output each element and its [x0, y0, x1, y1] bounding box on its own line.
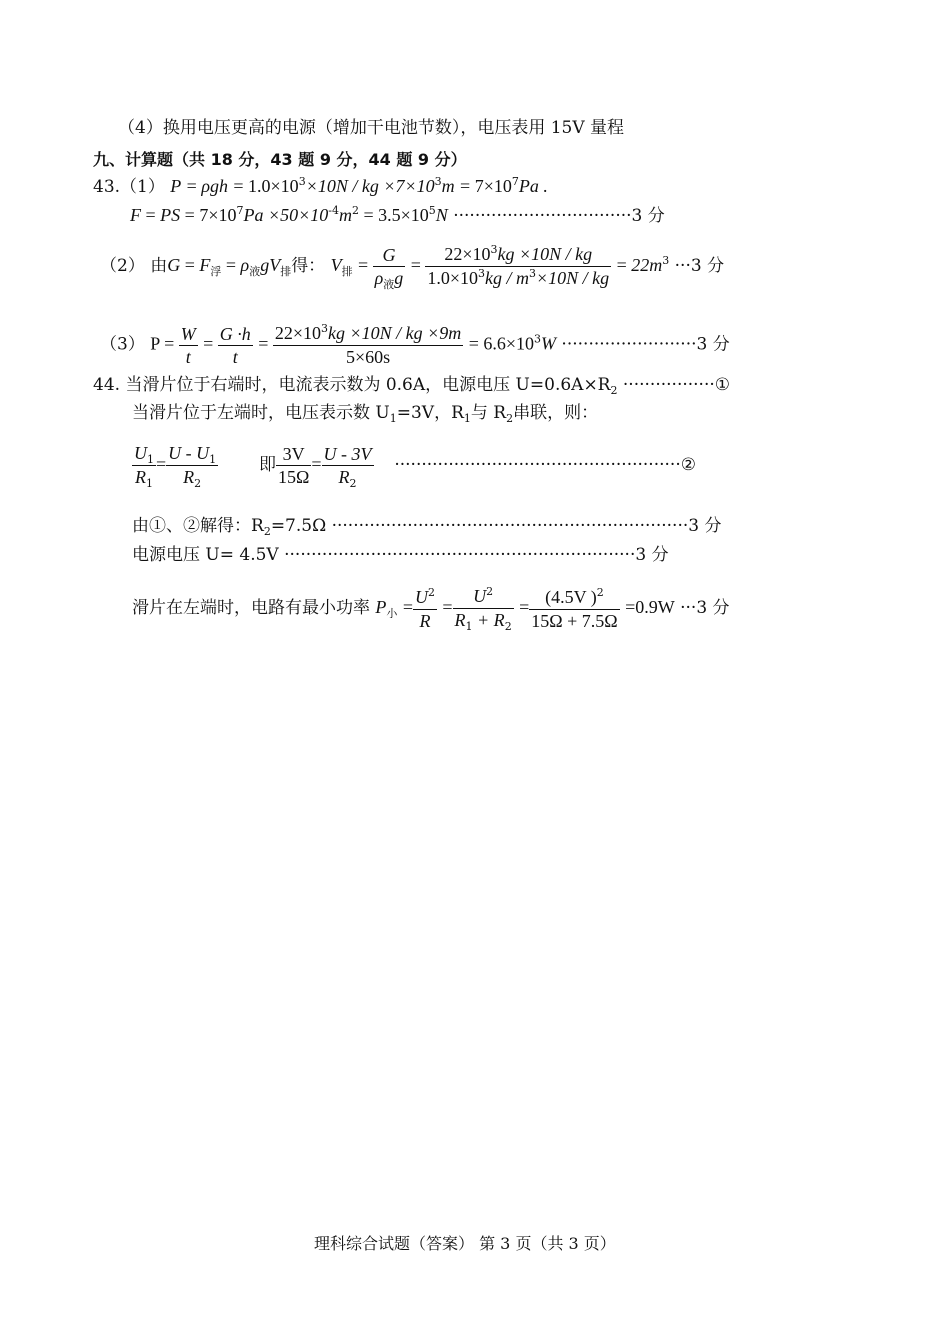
rho-g-h: ρgh: [201, 176, 228, 196]
num-rest: kg ×10N / kg ×9m: [328, 323, 462, 343]
part-label: （2）: [100, 256, 145, 276]
fraction-U-U1-R2: [166, 442, 218, 489]
num: W: [180, 323, 196, 344]
fraction-U-3V-R2: [322, 443, 374, 489]
num: U: [414, 586, 428, 607]
var-G: G: [167, 255, 181, 275]
fraction-volume: [425, 243, 611, 290]
numerator: G: [382, 244, 396, 265]
text: 与 R: [470, 403, 507, 423]
q44-solve-line: [132, 515, 721, 537]
text: 得：: [291, 256, 326, 276]
exp: 3: [321, 322, 329, 335]
value-7e7: 7×10: [474, 176, 512, 196]
den: + R: [472, 610, 505, 630]
value: Pa ×50×10: [243, 205, 329, 225]
tail: ·····················································②: [394, 455, 696, 475]
den: R: [413, 609, 437, 632]
q44-power-line: 滑片在左端时，电路有最小功率 $P_小$ = $\frac{U^2}{R}$ = $\frac{U^2}{R_1 + R_2}$ = $\frac{(4.5V )^2}{15\Omega + 7.5\Omega}$ =0.9W ···3 分: [132, 585, 730, 633]
score: ·························3 分: [561, 334, 730, 355]
fraction-U2-R: [413, 586, 437, 632]
q43-label: 43.（1）: [93, 177, 165, 197]
sub: 1: [463, 412, 471, 425]
den: t: [179, 345, 198, 368]
sub: 浮: [210, 265, 222, 278]
text: 44. 当滑片位于右端时，电流表示数为 0.6A，电源电压 U=0.6A×R: [93, 375, 611, 395]
exp: 3: [529, 267, 537, 280]
num: U: [134, 443, 147, 463]
text: 串联，则：: [513, 403, 599, 423]
q44-line1: [93, 374, 730, 396]
var-P: P: [170, 176, 182, 196]
den-rest: kg / m: [485, 268, 530, 288]
exp: 5: [428, 204, 436, 217]
section-heading-9: 九、计算题（共 18 分，43 题 9 分，44 题 9 分）: [93, 150, 467, 169]
value-1p0: 1.0×10: [248, 176, 299, 196]
sub: 1: [389, 412, 397, 425]
exp: 7: [511, 175, 519, 188]
sub: 2: [194, 477, 202, 490]
score-dots: ·································3 分: [453, 206, 665, 226]
result: 0.9W: [635, 597, 675, 617]
fraction-Gh-over-t: [218, 323, 253, 368]
var-rho: ρ: [240, 255, 250, 275]
exp: 3: [490, 243, 498, 256]
exp: -4: [328, 204, 339, 217]
fraction-W-over-t: [179, 323, 198, 368]
den: 15Ω + 7.5Ω: [531, 610, 618, 631]
exp: 3: [662, 254, 670, 267]
exp: 2: [596, 585, 604, 599]
value-chain: ×10N / kg ×7×10: [305, 176, 435, 196]
den: 1.0×10: [427, 268, 479, 288]
score: ···3 分: [674, 256, 725, 276]
exp: 3: [534, 332, 542, 346]
denom: ρ: [374, 267, 384, 288]
unit-pa: Pa .: [518, 176, 548, 196]
sub: 排: [280, 265, 292, 278]
sub: 1: [147, 453, 154, 466]
PS: PS: [160, 205, 181, 225]
num: G ·h: [219, 323, 251, 344]
sub: 液: [249, 265, 261, 278]
sub: 排: [341, 265, 353, 278]
unit-N: N: [435, 205, 448, 225]
dots: ·································································3 分: [284, 545, 669, 565]
fraction-U1-R1: [132, 442, 156, 489]
q43-part1-line1: 43.（1） $P = \rho gh = 1.0\times 10^3\times 10N$ / kg $\times 7\times 10^3m = 7\times 10^7Pa$ .: [93, 175, 548, 197]
unit: m: [338, 205, 352, 225]
var-F: F: [130, 205, 141, 225]
q4-answer-line: （4）换用电压更高的电源（增加干电池节数），电压表用 15V 量程: [118, 118, 625, 138]
fraction-numeric: [529, 586, 619, 632]
q43-part2: （2） 由$G = F_浮 = \rho_液gV_排$得： $V_排$ = $\frac{G}{\rho_液g}$ = $\frac{22\times 10^3kg \times 10N / kg}{1.0\times 10^3kg / m^3\times 10N / kg}$ = $22m^3 \cdot\cdot\cdot 3$ 分: [100, 243, 725, 291]
num: (4.5V ): [545, 586, 597, 607]
q43-part3: （3） P = $\frac{W}{t}$ = $\frac{G \cdot h}{t}$ = $\frac{22\times 10^3kg \times 10N / kg \times 9m}{5\times 60s}$ = $6.6\times 10^3W \cdot\cdot\cdot\cdot\cdot\cdot\cdot\cdot\cdot\cdot\cdot\cdot\cdot\cdot\cdot\cdot\cdot\cdot\cdot\cdot\cdot\cdot\cdot\cdot\cdot 3$ 分: [100, 322, 730, 367]
num: 22×10: [444, 244, 491, 264]
var-gV: gV: [260, 255, 281, 275]
num: U - U: [168, 443, 210, 463]
den: 15Ω: [277, 467, 310, 487]
q43-part1-line2: F = PS = $7\times 10^7Pa \times 50\times 10^{-4}m^2 = 3.5\times 10^5N \cdot\cdot\cdot\cdot\cdot\cdot\cdot\cdot\cdot\cdot\cdot\cdot\cdot\cdot\cdot\cdot\cdot\cdot\cdot\cdot\cdot\cdot\cdot\cdot\cdot\cdot\cdot\cdot\cdot\cdot\cdot\cdot\cdot 3$ 分: [130, 204, 665, 226]
sub: 1: [146, 477, 153, 490]
dots: ··································································3 分: [331, 516, 722, 536]
exp: 7: [236, 204, 244, 217]
text: =3V，R: [396, 403, 464, 423]
fraction-G-over-rho-g: [373, 244, 406, 290]
intro-text: 由: [150, 256, 168, 276]
result: 22m: [631, 255, 663, 275]
value: 7×10: [199, 205, 237, 225]
ji-text: 即: [258, 455, 276, 475]
exp: 3: [298, 175, 306, 188]
sub: 2: [506, 412, 514, 425]
text: 电源电压 U= 4.5V: [132, 545, 279, 565]
text: 当滑片位于左端时，电压表示数 U: [132, 403, 390, 423]
exp: 2: [486, 585, 494, 598]
fraction-power: [273, 322, 463, 368]
denom-g: g: [394, 267, 404, 288]
den: R: [454, 610, 466, 630]
exp: 3: [478, 267, 486, 280]
sub: 1: [465, 620, 473, 633]
q44-line2: [132, 402, 598, 424]
score: ···3 分: [680, 598, 730, 618]
sub: 1: [209, 453, 217, 466]
num: 3V: [282, 444, 305, 464]
q44-equation: $\frac{U_1}{R_1}$ = $\frac{U - U_1}{R_2}$ 即 $\frac{3V}{15\Omega}$ = $\frac{U - 3V}{R_2}$ ·····················································②: [134, 443, 696, 490]
num: 22×10: [274, 323, 322, 343]
result: 6.6×10: [483, 333, 535, 354]
exp: 3: [434, 175, 442, 188]
sub: 2: [610, 384, 618, 397]
tail: ·················①: [622, 375, 731, 395]
var-V: V: [330, 255, 342, 275]
den: 5×60s: [273, 345, 463, 368]
den: R: [135, 467, 146, 487]
part-label: （3）: [100, 334, 145, 355]
den: R: [183, 467, 195, 487]
var-F: F: [199, 255, 211, 275]
sub: 2: [349, 476, 357, 490]
var-P: P: [375, 597, 387, 617]
value: 3.5×10: [378, 205, 429, 225]
fraction-U2-R1R2: [453, 585, 514, 632]
exp: 2: [351, 204, 359, 217]
unit-W: W: [541, 333, 557, 354]
num: U: [473, 586, 487, 606]
intro: 滑片在左端时，电路有最小功率: [132, 598, 370, 618]
den-rest2: ×10N / kg: [536, 268, 610, 288]
page-footer: 理科综合试题（答案） 第 3 页（共 3 页）: [314, 1234, 616, 1253]
den: t: [218, 345, 253, 368]
sub: 液: [383, 277, 395, 291]
sub: 小: [386, 607, 398, 620]
sub: 2: [504, 620, 512, 633]
var-P: P: [150, 333, 160, 354]
num: U - 3V: [323, 443, 372, 464]
unit-m: m: [441, 176, 455, 196]
text: 由①、②解得：R: [132, 516, 264, 536]
num-rest: kg ×10N / kg: [497, 244, 593, 264]
text: =7.5Ω: [270, 516, 327, 536]
sub: 2: [263, 525, 271, 538]
fraction-3V-15: [276, 443, 311, 488]
den: R: [338, 466, 350, 487]
exp: 2: [427, 585, 435, 599]
q44-voltage-line: [132, 544, 669, 566]
